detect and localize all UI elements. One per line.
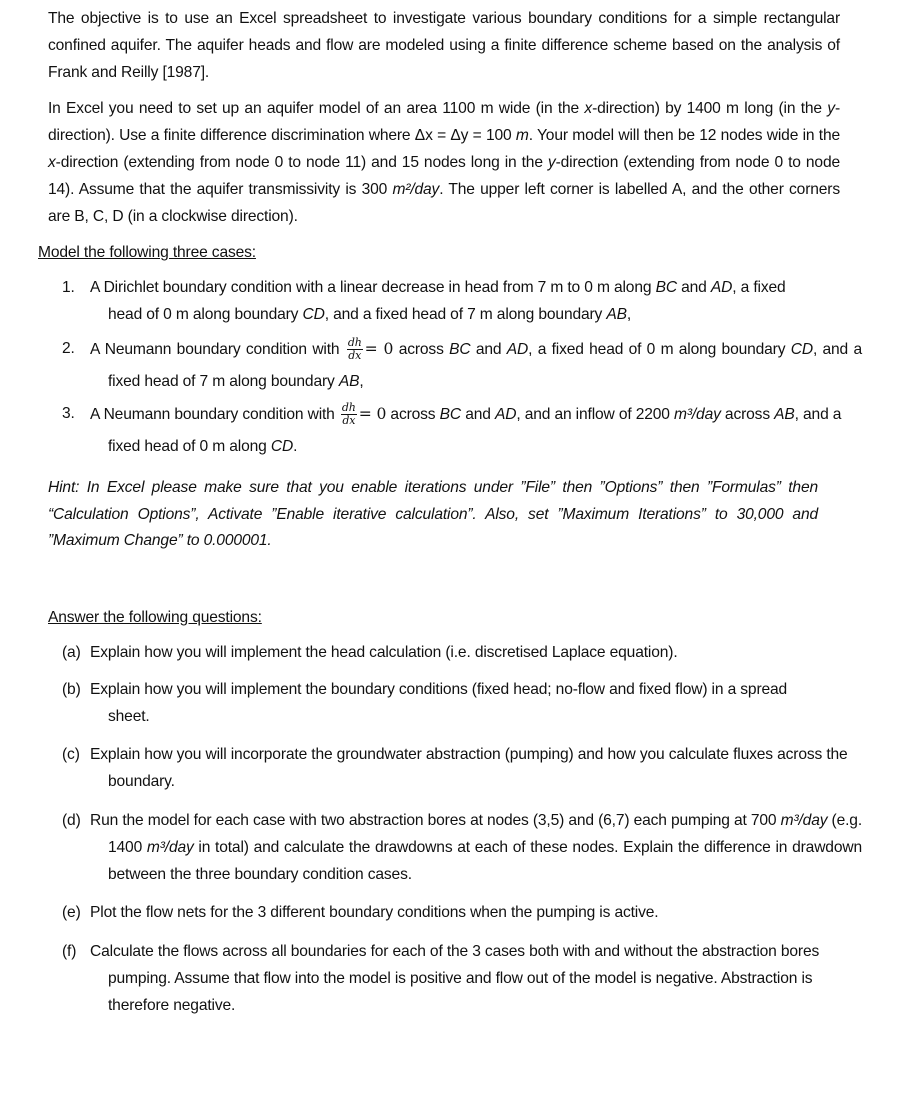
- italic-text: m³/day: [146, 838, 194, 856]
- fraction-denominator: dx: [348, 349, 362, 363]
- questions-heading: Answer the following questions:: [48, 609, 262, 627]
- text-run: , and an inflow of 2200: [516, 405, 674, 423]
- italic-text: m: [515, 127, 529, 145]
- case-text: [62, 275, 807, 329]
- text-run: and: [470, 340, 507, 358]
- fraction-numerator: dh: [347, 336, 362, 350]
- question-text: [62, 939, 862, 1019]
- text-run: across: [720, 405, 775, 423]
- question-text: [62, 742, 862, 796]
- italic-text: AB: [774, 405, 795, 423]
- text-run: (e.g. 1400: [108, 811, 863, 856]
- intro-paragraph: [48, 6, 840, 86]
- italic-text: CD: [790, 340, 813, 358]
- fraction-dh-dx: [341, 402, 357, 427]
- text-run: and: [461, 405, 495, 423]
- question-label: (c): [62, 746, 80, 764]
- text-run: .: [293, 437, 298, 455]
- italic-text: m³/day: [673, 405, 721, 423]
- text-run: A Neumann boundary condition with: [90, 340, 345, 358]
- text-run: -direction) by 1400 m long (in the: [592, 100, 828, 118]
- italic-text: CD: [270, 437, 294, 455]
- question-text: [62, 677, 832, 731]
- text-run: -direction (extending from node 0 to node 14). Assume that the aquifer transmissivity is 300: [48, 153, 840, 198]
- italic-text: y: [547, 153, 556, 171]
- text-run: , a fixed head of 0 m along boundary: [108, 279, 786, 323]
- text-run: . The upper left corner is labelled A, and the other corners are B, C, D (in a clockwise direction).: [48, 180, 840, 225]
- italic-text: AD: [710, 279, 733, 297]
- question-a: [62, 640, 862, 667]
- fraction-dh-dx: [347, 337, 363, 362]
- italic-text: x: [48, 153, 56, 171]
- case-text: [62, 333, 862, 398]
- text-run: . Your model will then be 12 nodes wide in the: [528, 127, 840, 145]
- text-run: across: [386, 405, 440, 423]
- question-b: [62, 677, 832, 731]
- text-run: In Excel you need to set up an aquifer model of an area 1100 m wide (in the: [48, 100, 585, 118]
- text-run: Run the model for each case with two abstraction bores at nodes (3,5) and (6,7) each pumping at 700: [90, 811, 781, 829]
- question-text: [62, 900, 862, 927]
- question-text: [62, 808, 862, 888]
- italic-text: Hint: In Excel please make sure that you enable iterations under ”File” then ”Options” then ”Formulas” then “Calculation Options”, Activate ”Enable iterative calculation”. Also, set ”Maximum Iterations” to 30,000 and ”Maximum Change” to 0.000001.: [48, 478, 818, 550]
- italic-text: y: [827, 100, 835, 118]
- italic-text: m³/day: [780, 811, 828, 829]
- italic-text: AD: [506, 340, 529, 358]
- text-run: in total) and calculate the drawdowns at each of these nodes. Explain the difference in drawdown between the three boundary condition cases.: [108, 838, 862, 883]
- question-f: [62, 939, 862, 1019]
- math-text: = 0: [364, 339, 394, 358]
- italic-text: BC: [449, 340, 471, 358]
- italic-text: CD: [302, 305, 325, 323]
- setup-paragraph: [48, 96, 840, 230]
- text-run: -direction (extending from node 0 to node 11) and 15 nodes long in the: [55, 153, 548, 171]
- question-text: [62, 640, 862, 667]
- text-run: ,: [359, 372, 364, 390]
- text-run: , and a fixed head of 0 m along: [108, 405, 842, 455]
- italic-text: m²/day: [392, 180, 440, 198]
- math-text: = 0: [358, 404, 387, 423]
- italic-text: x: [584, 100, 593, 118]
- case-number: 2.: [62, 339, 75, 357]
- question-d: [62, 808, 862, 888]
- case-number: 1.: [62, 279, 75, 297]
- case-item-3: [62, 398, 862, 463]
- text-run: Explain how you will implement the boundary conditions (fixed head; no-flow and fixed flow) in a spread sheet.: [90, 680, 788, 725]
- fraction-numerator: dh: [341, 401, 356, 415]
- text-run: Explain how you will implement the head calculation (i.e. discretised Laplace equation).: [90, 643, 678, 661]
- hint-paragraph: [48, 475, 818, 555]
- text-run: , and a fixed head of 7 m along boundary: [108, 340, 862, 390]
- question-label: (a): [62, 643, 81, 661]
- question-c: [62, 742, 862, 796]
- italic-text: AB: [606, 305, 627, 323]
- question-label: (b): [62, 680, 81, 698]
- text-run: Explain how you will incorporate the groundwater abstraction (pumping) and how you calculate fluxes across the boundary.: [90, 746, 848, 791]
- text-run: and: [676, 279, 711, 297]
- case-number: 3.: [62, 404, 75, 422]
- text-run: , and a fixed head of 7 m along boundary: [324, 305, 607, 323]
- question-label: (f): [62, 943, 77, 961]
- question-label: (d): [62, 811, 81, 829]
- text-run: Plot the flow nets for the 3 different boundary conditions when the pumping is active.: [90, 904, 659, 922]
- case-item-2: [62, 333, 862, 398]
- text-run: , a fixed head of 0 m along boundary: [528, 340, 791, 358]
- text-run: -direction). Use a finite difference discrimination where Δx = Δy = 100: [48, 100, 840, 145]
- text-run: A Neumann boundary condition with: [90, 405, 339, 423]
- text-run: ,: [626, 305, 632, 323]
- italic-text: BC: [439, 405, 462, 423]
- italic-text: AD: [494, 405, 517, 423]
- italic-text: AB: [338, 372, 360, 390]
- question-label: (e): [62, 904, 81, 922]
- italic-text: BC: [655, 279, 677, 297]
- text-run: across: [393, 340, 450, 358]
- fraction-denominator: dx: [342, 414, 356, 428]
- text-run: Calculate the flows across all boundaries for each of the 3 cases both with and without the abstraction bores pumping. Assume that flow into the model is positive and flow out of the model is negative. Abstraction is therefore negative.: [90, 943, 820, 1014]
- text-run: The objective is to use an Excel spreadsheet to investigate various boundary conditions for a simple rectangular confined aquifer. The aquifer heads and flow are modeled using a finite difference scheme based on the analysis of Frank and Reilly [1987].: [48, 10, 840, 81]
- case-item-1: [62, 275, 807, 329]
- text-run: A Dirichlet boundary condition with a linear decrease in head from 7 m to 0 m along: [90, 279, 656, 297]
- question-e: [62, 900, 862, 927]
- case-text: [62, 398, 862, 463]
- cases-heading: Model the following three cases:: [38, 244, 256, 262]
